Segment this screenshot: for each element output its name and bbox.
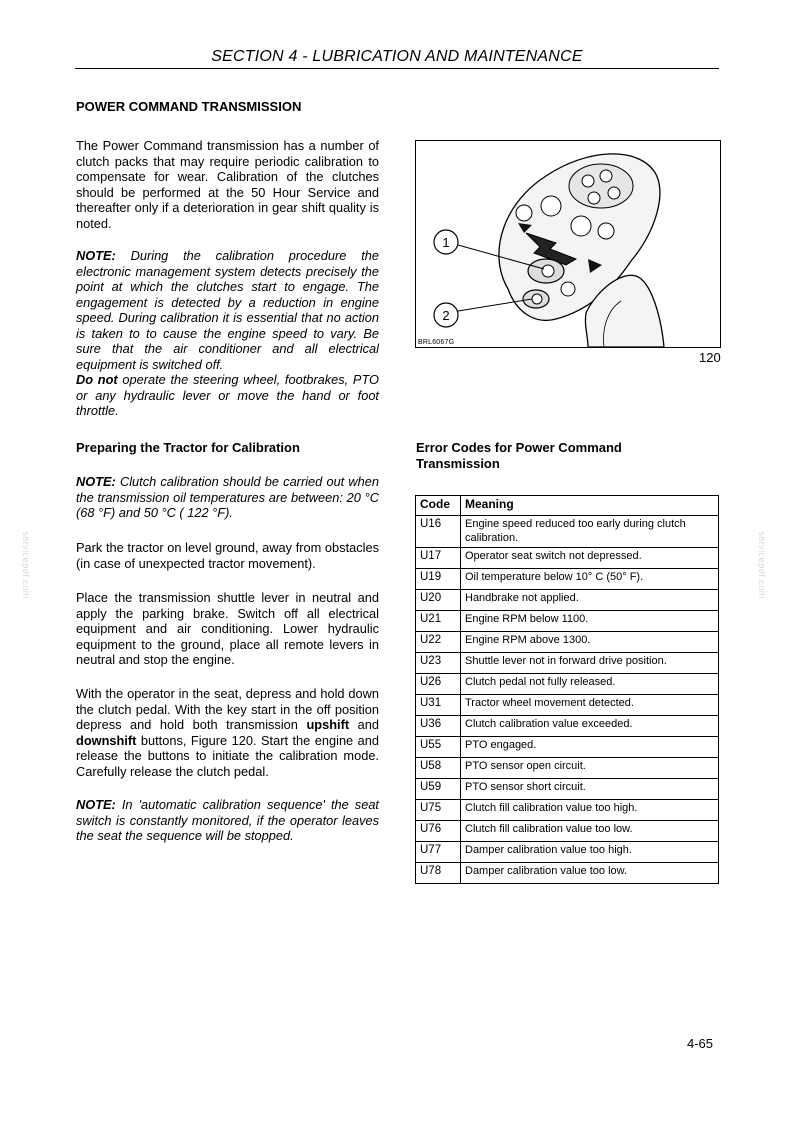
- error-meaning-cell: Clutch fill calibration value too low.: [461, 821, 719, 842]
- error-meaning-cell: PTO engaged.: [461, 737, 719, 758]
- table-row: [416, 842, 719, 863]
- table-row: [416, 674, 719, 695]
- table-row: [416, 800, 719, 821]
- error-code-cell: U16: [416, 516, 461, 548]
- error-meaning-cell: Damper calibration value too low.: [461, 863, 719, 884]
- error-meaning-cell: Engine RPM above 1300.: [461, 632, 719, 653]
- table-row: [416, 695, 719, 716]
- error-codes-table: [415, 495, 719, 884]
- figure-number: 120: [699, 350, 721, 365]
- note-text: During the calibration procedure the electronic management system detects precisely the point at which the clutches start to engage. The engagement is detected by a reduction in engine speed. During calibration it is essential that no action is taken to to cause the engine speed to vary. Be sure that the air conditioner and all electrical equipment is switched off.: [76, 248, 379, 372]
- error-meaning-cell: Engine speed reduced too early during clutch calibration.: [461, 516, 719, 548]
- shuttle-text: Place the transmission shuttle lever in neutral and apply the parking brake. Switch off all electrical equipment and air conditioning. Lower hydraulic equipment to the ground, place all remote levers in neutral and stop the engine.: [76, 590, 379, 667]
- error-code-cell: U36: [416, 716, 461, 737]
- table-row: [416, 611, 719, 632]
- park-text: Park the tractor on level ground, away from obstacles (in case of unexpected tractor movement).: [76, 540, 379, 571]
- error-code-cell: U55: [416, 737, 461, 758]
- preparing-title: Preparing the Tractor for Calibration: [76, 440, 300, 455]
- table-row: [416, 590, 719, 611]
- operator-text-a: With the operator in the seat, depress and hold down the clutch pedal. With the key start in the off position depress and hold both transmission: [76, 686, 379, 732]
- table-row: [416, 716, 719, 737]
- table-row: [416, 779, 719, 800]
- table-row: [416, 863, 719, 884]
- table-row: [416, 516, 719, 548]
- table-header-row: [416, 496, 719, 516]
- error-code-cell: U21: [416, 611, 461, 632]
- error-meaning-cell: Oil temperature below 10° C (50° F).: [461, 569, 719, 590]
- downshift-word: downshift: [76, 732, 137, 748]
- note-label: NOTE:: [76, 248, 116, 263]
- operator-paragraph: [76, 686, 379, 779]
- error-code-cell: U19: [416, 569, 461, 590]
- callout-1-label: 1: [442, 235, 450, 250]
- section-title: POWER COMMAND TRANSMISSION: [76, 99, 302, 114]
- error-codes-title: Error Codes for Power Command Transmission: [416, 440, 622, 471]
- error-code-cell: U78: [416, 863, 461, 884]
- upshift-word: upshift: [306, 717, 350, 732]
- error-meaning-cell: Clutch fill calibration value too high.: [461, 800, 719, 821]
- table-row: [416, 653, 719, 674]
- section-header-title: SECTION 4 - LUBRICATION AND MAINTENANCE: [211, 48, 583, 65]
- preparing-note: [76, 474, 379, 521]
- preparing-note-text: Clutch calibration should be carried out when the transmission oil temperatures are between: 20 °C (68 °F) and 50 °C ( 122 °F).: [76, 474, 379, 520]
- error-meaning-cell: Clutch pedal not fully released.: [461, 674, 719, 695]
- error-meaning-cell: Shuttle lever not in forward drive position.: [461, 653, 719, 674]
- seat-note-label: NOTE:: [76, 797, 116, 812]
- error-code-cell: U20: [416, 590, 461, 611]
- table-row: [416, 632, 719, 653]
- error-meaning-cell: PTO sensor short circuit.: [461, 779, 719, 800]
- error-code-cell: U58: [416, 758, 461, 779]
- error-code-cell: U23: [416, 653, 461, 674]
- section-header: [75, 48, 719, 69]
- table-row: [416, 569, 719, 590]
- seat-note-text: In 'automatic calibration sequence' the seat switch is constantly monitored, if the operator leaves the seat the sequence will be stopped.: [76, 797, 379, 843]
- donot-label: Do not: [76, 372, 118, 387]
- operator-text-b: and: [349, 717, 379, 732]
- joystick-illustration: [416, 141, 720, 347]
- error-meaning-cell: Operator seat switch not depressed.: [461, 548, 719, 569]
- error-code-cell: U17: [416, 548, 461, 569]
- table-row: [416, 737, 719, 758]
- error-code-cell: U77: [416, 842, 461, 863]
- error-code-cell: U26: [416, 674, 461, 695]
- intro-text: The Power Command transmission has a number of clutch packs that may require periodic calibration to compensate for wear. Calibration of the clutches should be performed at the 50 Hour Service and thereafter only if a deterioration in gear shift quality is noted.: [76, 138, 379, 231]
- donot-text: operate the steering wheel, footbrakes, PTO or any hydraulic lever or move the hand or foot throttle.: [76, 372, 379, 418]
- operator-text-c: buttons, Figure 120. Start the engine and release the buttons to initiate the calibration mode. Carefully release the clutch pedal.: [76, 732, 379, 779]
- shuttle-paragraph: [76, 590, 379, 668]
- park-paragraph: [76, 540, 379, 571]
- error-code-cell: U59: [416, 779, 461, 800]
- table-row: [416, 821, 719, 842]
- error-meaning-cell: PTO sensor open circuit.: [461, 758, 719, 779]
- error-meaning-cell: Clutch calibration value exceeded.: [461, 716, 719, 737]
- note-calibration: [76, 248, 379, 419]
- callout-2-label: 2: [442, 308, 450, 323]
- error-meaning-cell: Damper calibration value too high.: [461, 842, 719, 863]
- error-meaning-cell: Handbrake not applied.: [461, 590, 719, 611]
- page-number: 4-65: [687, 1036, 714, 1051]
- preparing-note-label: NOTE:: [76, 474, 116, 489]
- error-meaning-cell: Tractor wheel movement detected.: [461, 695, 719, 716]
- header-meaning: Meaning: [461, 496, 719, 516]
- error-code-cell: U31: [416, 695, 461, 716]
- seat-note: [76, 797, 379, 844]
- error-code-cell: U75: [416, 800, 461, 821]
- error-code-cell: U22: [416, 632, 461, 653]
- figure-code: BRL6067G: [418, 339, 455, 346]
- watermark-right: servicepdf.com: [756, 531, 767, 599]
- table-row: [416, 548, 719, 569]
- figure-joystick: [415, 140, 721, 348]
- watermark-left: servicepdf.com: [20, 531, 31, 599]
- header-code: Code: [416, 496, 461, 516]
- intro-paragraph: [76, 138, 379, 231]
- error-code-cell: U76: [416, 821, 461, 842]
- table-row: [416, 758, 719, 779]
- error-meaning-cell: Engine RPM below 1100.: [461, 611, 719, 632]
